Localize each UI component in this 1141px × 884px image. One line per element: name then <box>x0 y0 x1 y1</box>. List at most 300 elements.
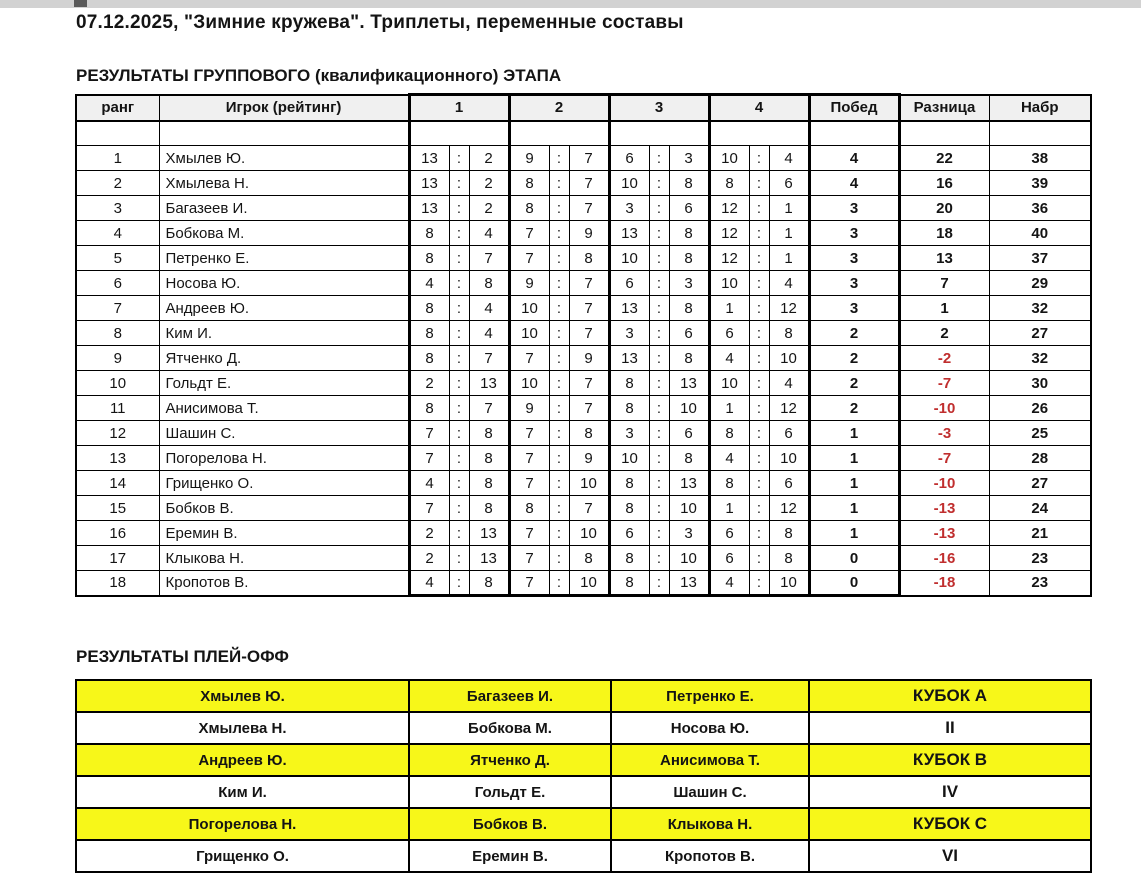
player-cell: Хмылева Н. <box>159 171 409 196</box>
diff-cell: -10 <box>899 471 989 496</box>
score-right-cell: 13 <box>469 521 509 546</box>
score-separator: : <box>549 346 569 371</box>
score-separator: : <box>649 346 669 371</box>
score-separator: : <box>749 221 769 246</box>
score-right-cell: 8 <box>769 521 809 546</box>
score-right-cell: 7 <box>469 346 509 371</box>
score-right-cell: 13 <box>469 371 509 396</box>
rank-cell: 14 <box>76 471 159 496</box>
score-right-cell: 2 <box>469 196 509 221</box>
score-right-cell: 12 <box>769 396 809 421</box>
scored-cell: 27 <box>989 321 1091 346</box>
score-left-cell: 7 <box>509 546 549 571</box>
scored-cell: 27 <box>989 471 1091 496</box>
col-header-rank: ранг <box>76 95 159 121</box>
rank-cell: 2 <box>76 171 159 196</box>
document-title: 07.12.2025, "Зимние кружева". Триплеты, переменные составы <box>76 12 684 33</box>
score-separator: : <box>649 196 669 221</box>
score-left-cell: 8 <box>609 571 649 596</box>
playoff-player-cell: Кропотов В. <box>611 840 809 872</box>
wins-cell: 4 <box>809 146 899 171</box>
playoff-heading: РЕЗУЛЬТАТЫ ПЛЕЙ-ОФФ <box>76 647 289 666</box>
scored-cell: 30 <box>989 371 1091 396</box>
score-separator: : <box>449 171 469 196</box>
score-right-cell: 2 <box>469 146 509 171</box>
playoff-row <box>76 712 1091 744</box>
score-right-cell: 10 <box>669 496 709 521</box>
score-separator: : <box>549 396 569 421</box>
scored-cell: 21 <box>989 521 1091 546</box>
score-left-cell: 8 <box>409 221 449 246</box>
score-right-cell: 12 <box>769 496 809 521</box>
playoff-player-cell: Еремин В. <box>409 840 611 872</box>
score-right-cell: 7 <box>569 171 609 196</box>
score-separator: : <box>649 296 669 321</box>
score-left-cell: 9 <box>509 396 549 421</box>
scored-cell: 24 <box>989 496 1091 521</box>
score-left-cell: 1 <box>709 396 749 421</box>
score-left-cell: 7 <box>509 221 549 246</box>
group-table-header-row <box>76 95 1091 121</box>
rank-cell: 4 <box>76 221 159 246</box>
player-cell: Грищенко О. <box>159 471 409 496</box>
playoff-player-cell: Андреев Ю. <box>76 744 409 776</box>
score-separator: : <box>749 396 769 421</box>
playoff-player-cell: Ятченко Д. <box>409 744 611 776</box>
score-right-cell: 6 <box>669 196 709 221</box>
rank-cell: 5 <box>76 246 159 271</box>
score-left-cell: 4 <box>709 571 749 596</box>
score-right-cell: 4 <box>769 271 809 296</box>
score-left-cell: 10 <box>509 371 549 396</box>
rank-cell: 12 <box>76 421 159 446</box>
score-left-cell: 2 <box>409 546 449 571</box>
score-left-cell: 6 <box>609 521 649 546</box>
score-left-cell: 8 <box>609 371 649 396</box>
wins-cell: 2 <box>809 346 899 371</box>
group-row <box>76 221 1091 246</box>
score-separator: : <box>449 396 469 421</box>
playoff-row <box>76 808 1091 840</box>
diff-cell: 2 <box>899 321 989 346</box>
score-separator: : <box>649 321 669 346</box>
group-table-spacer-row <box>76 121 1091 146</box>
score-left-cell: 7 <box>409 446 449 471</box>
score-right-cell: 8 <box>469 496 509 521</box>
score-separator: : <box>549 446 569 471</box>
score-left-cell: 8 <box>709 471 749 496</box>
player-cell: Носова Ю. <box>159 271 409 296</box>
score-separator: : <box>749 371 769 396</box>
score-left-cell: 8 <box>709 421 749 446</box>
player-cell: Багазеев И. <box>159 196 409 221</box>
player-cell: Бобков В. <box>159 496 409 521</box>
score-left-cell: 8 <box>509 171 549 196</box>
playoff-row <box>76 840 1091 872</box>
score-separator: : <box>649 446 669 471</box>
diff-cell: -3 <box>899 421 989 446</box>
score-left-cell: 4 <box>409 271 449 296</box>
diff-cell: -10 <box>899 396 989 421</box>
score-right-cell: 13 <box>669 571 709 596</box>
score-left-cell: 4 <box>409 571 449 596</box>
score-separator: : <box>649 471 669 496</box>
score-separator: : <box>449 371 469 396</box>
score-left-cell: 10 <box>509 296 549 321</box>
score-right-cell: 6 <box>769 471 809 496</box>
score-left-cell: 4 <box>409 471 449 496</box>
score-left-cell: 6 <box>609 146 649 171</box>
playoff-player-cell: Грищенко О. <box>76 840 409 872</box>
score-left-cell: 3 <box>609 421 649 446</box>
player-cell: Гольдт Е. <box>159 371 409 396</box>
rank-cell: 13 <box>76 446 159 471</box>
score-right-cell: 6 <box>669 321 709 346</box>
group-row <box>76 196 1091 221</box>
score-separator: : <box>749 171 769 196</box>
score-separator: : <box>549 571 569 596</box>
rank-cell: 17 <box>76 546 159 571</box>
score-right-cell: 8 <box>469 471 509 496</box>
wins-cell: 4 <box>809 171 899 196</box>
score-right-cell: 8 <box>769 546 809 571</box>
group-row <box>76 471 1091 496</box>
scored-cell: 37 <box>989 246 1091 271</box>
group-row <box>76 396 1091 421</box>
wins-cell: 2 <box>809 371 899 396</box>
score-right-cell: 8 <box>469 446 509 471</box>
rank-cell: 3 <box>76 196 159 221</box>
playoff-player-cell: Петренко Е. <box>611 680 809 712</box>
score-left-cell: 8 <box>609 471 649 496</box>
score-left-cell: 9 <box>509 271 549 296</box>
score-right-cell: 13 <box>469 546 509 571</box>
group-row <box>76 371 1091 396</box>
score-left-cell: 8 <box>609 496 649 521</box>
score-left-cell: 7 <box>509 521 549 546</box>
playoff-player-cell: Погорелова Н. <box>76 808 409 840</box>
wins-cell: 2 <box>809 321 899 346</box>
score-left-cell: 8 <box>609 396 649 421</box>
group-row <box>76 446 1091 471</box>
diff-cell: -7 <box>899 371 989 396</box>
player-cell: Кропотов В. <box>159 571 409 596</box>
wins-cell: 3 <box>809 221 899 246</box>
scored-cell: 29 <box>989 271 1091 296</box>
spacer-cell <box>509 121 609 146</box>
score-separator: : <box>649 571 669 596</box>
col-header-wins: Побед <box>809 95 899 121</box>
playoff-row <box>76 776 1091 808</box>
playoff-row <box>76 744 1091 776</box>
player-cell: Еремин В. <box>159 521 409 546</box>
score-left-cell: 10 <box>709 371 749 396</box>
col-header-game-3: 3 <box>609 95 709 121</box>
score-separator: : <box>749 446 769 471</box>
player-cell: Андреев Ю. <box>159 296 409 321</box>
wins-cell: 1 <box>809 496 899 521</box>
wins-cell: 2 <box>809 396 899 421</box>
score-right-cell: 6 <box>769 421 809 446</box>
score-separator: : <box>549 521 569 546</box>
score-right-cell: 4 <box>769 371 809 396</box>
group-row <box>76 271 1091 296</box>
wins-cell: 1 <box>809 471 899 496</box>
scored-cell: 28 <box>989 446 1091 471</box>
score-left-cell: 3 <box>609 196 649 221</box>
player-cell: Клыкова Н. <box>159 546 409 571</box>
player-cell: Бобкова М. <box>159 221 409 246</box>
player-cell: Шашин С. <box>159 421 409 446</box>
diff-cell: 1 <box>899 296 989 321</box>
playoff-player-cell: Анисимова Т. <box>611 744 809 776</box>
score-right-cell: 7 <box>569 396 609 421</box>
score-right-cell: 12 <box>769 296 809 321</box>
diff-cell: -16 <box>899 546 989 571</box>
score-separator: : <box>649 371 669 396</box>
score-right-cell: 3 <box>669 271 709 296</box>
scored-cell: 23 <box>989 546 1091 571</box>
rank-cell: 16 <box>76 521 159 546</box>
group-row <box>76 321 1091 346</box>
score-separator: : <box>549 171 569 196</box>
score-separator: : <box>449 521 469 546</box>
rank-cell: 6 <box>76 271 159 296</box>
score-separator: : <box>549 271 569 296</box>
rank-cell: 10 <box>76 371 159 396</box>
scored-cell: 26 <box>989 396 1091 421</box>
score-right-cell: 13 <box>669 371 709 396</box>
group-row <box>76 546 1091 571</box>
playoff-player-cell: Хмылева Н. <box>76 712 409 744</box>
score-left-cell: 8 <box>409 396 449 421</box>
score-right-cell: 4 <box>469 221 509 246</box>
diff-cell: -7 <box>899 446 989 471</box>
score-right-cell: 10 <box>669 396 709 421</box>
score-separator: : <box>649 396 669 421</box>
spacer-cell <box>76 121 159 146</box>
score-right-cell: 8 <box>669 296 709 321</box>
group-row <box>76 521 1091 546</box>
rank-cell: 7 <box>76 296 159 321</box>
score-right-cell: 8 <box>669 346 709 371</box>
score-left-cell: 4 <box>709 446 749 471</box>
score-right-cell: 8 <box>569 546 609 571</box>
score-right-cell: 7 <box>469 246 509 271</box>
score-separator: : <box>649 421 669 446</box>
col-header-game-4: 4 <box>709 95 809 121</box>
playoff-result-cell: IV <box>809 776 1091 808</box>
group-row <box>76 496 1091 521</box>
score-left-cell: 4 <box>709 346 749 371</box>
screenshot-edge-artifact <box>74 0 87 7</box>
score-left-cell: 7 <box>509 421 549 446</box>
score-right-cell: 3 <box>669 521 709 546</box>
playoff-result-cell: КУБОК А <box>809 680 1091 712</box>
diff-cell: 20 <box>899 196 989 221</box>
scored-cell: 38 <box>989 146 1091 171</box>
score-left-cell: 7 <box>509 471 549 496</box>
score-separator: : <box>549 546 569 571</box>
score-right-cell: 10 <box>569 521 609 546</box>
playoff-player-cell: Носова Ю. <box>611 712 809 744</box>
player-cell: Петренко Е. <box>159 246 409 271</box>
score-right-cell: 7 <box>569 296 609 321</box>
score-separator: : <box>549 196 569 221</box>
wins-cell: 0 <box>809 546 899 571</box>
score-right-cell: 7 <box>569 321 609 346</box>
spacer-cell <box>709 121 809 146</box>
score-separator: : <box>649 546 669 571</box>
score-left-cell: 10 <box>609 446 649 471</box>
score-separator: : <box>549 221 569 246</box>
score-separator: : <box>549 321 569 346</box>
score-separator: : <box>449 546 469 571</box>
score-left-cell: 13 <box>409 146 449 171</box>
score-right-cell: 7 <box>569 496 609 521</box>
score-separator: : <box>749 471 769 496</box>
diff-cell: -18 <box>899 571 989 596</box>
score-left-cell: 8 <box>409 346 449 371</box>
wins-cell: 1 <box>809 521 899 546</box>
scored-cell: 25 <box>989 421 1091 446</box>
score-right-cell: 7 <box>569 146 609 171</box>
score-right-cell: 7 <box>569 371 609 396</box>
score-left-cell: 8 <box>509 496 549 521</box>
screenshot-top-edge <box>0 0 1141 8</box>
score-left-cell: 10 <box>609 171 649 196</box>
group-row <box>76 246 1091 271</box>
col-header-game-1: 1 <box>409 95 509 121</box>
wins-cell: 1 <box>809 421 899 446</box>
score-separator: : <box>649 246 669 271</box>
playoff-player-cell: Багазеев И. <box>409 680 611 712</box>
score-separator: : <box>549 246 569 271</box>
diff-cell: 7 <box>899 271 989 296</box>
playoff-player-cell: Шашин С. <box>611 776 809 808</box>
score-right-cell: 8 <box>469 421 509 446</box>
spacer-cell <box>409 121 509 146</box>
score-left-cell: 8 <box>709 171 749 196</box>
score-right-cell: 8 <box>469 571 509 596</box>
spacer-cell <box>609 121 709 146</box>
playoff-player-cell: Хмылев Ю. <box>76 680 409 712</box>
diff-cell: 22 <box>899 146 989 171</box>
group-row <box>76 571 1091 596</box>
score-right-cell: 9 <box>569 221 609 246</box>
score-right-cell: 8 <box>469 271 509 296</box>
playoff-player-cell: Гольдт Е. <box>409 776 611 808</box>
scored-cell: 23 <box>989 571 1091 596</box>
player-cell: Ким И. <box>159 321 409 346</box>
rank-cell: 18 <box>76 571 159 596</box>
playoff-result-cell: КУБОК В <box>809 744 1091 776</box>
score-separator: : <box>749 146 769 171</box>
score-separator: : <box>649 271 669 296</box>
score-left-cell: 8 <box>409 246 449 271</box>
score-separator: : <box>449 271 469 296</box>
score-left-cell: 10 <box>509 321 549 346</box>
score-left-cell: 7 <box>509 246 549 271</box>
score-separator: : <box>449 321 469 346</box>
playoff-player-cell: Бобкова М. <box>409 712 611 744</box>
score-right-cell: 10 <box>769 346 809 371</box>
score-separator: : <box>449 146 469 171</box>
score-separator: : <box>749 196 769 221</box>
spacer-cell <box>989 121 1091 146</box>
col-header-scored: Набр <box>989 95 1091 121</box>
player-cell: Ятченко Д. <box>159 346 409 371</box>
wins-cell: 3 <box>809 271 899 296</box>
score-right-cell: 9 <box>569 346 609 371</box>
score-right-cell: 8 <box>669 171 709 196</box>
score-separator: : <box>749 296 769 321</box>
score-separator: : <box>649 146 669 171</box>
score-right-cell: 1 <box>769 196 809 221</box>
score-separator: : <box>749 321 769 346</box>
score-left-cell: 8 <box>409 321 449 346</box>
score-left-cell: 8 <box>609 546 649 571</box>
score-left-cell: 7 <box>509 446 549 471</box>
col-header-diff: Разница <box>899 95 989 121</box>
playoff-row <box>76 680 1091 712</box>
playoff-result-cell: КУБОК С <box>809 808 1091 840</box>
score-separator: : <box>749 521 769 546</box>
score-separator: : <box>749 546 769 571</box>
score-right-cell: 8 <box>669 446 709 471</box>
rank-cell: 11 <box>76 396 159 421</box>
score-right-cell: 6 <box>769 171 809 196</box>
score-left-cell: 7 <box>509 346 549 371</box>
score-right-cell: 3 <box>669 146 709 171</box>
score-separator: : <box>749 246 769 271</box>
col-header-game-2: 2 <box>509 95 609 121</box>
score-left-cell: 10 <box>609 246 649 271</box>
playoff-player-cell: Бобков В. <box>409 808 611 840</box>
score-left-cell: 8 <box>509 196 549 221</box>
scored-cell: 32 <box>989 346 1091 371</box>
score-left-cell: 9 <box>509 146 549 171</box>
scored-cell: 36 <box>989 196 1091 221</box>
score-left-cell: 10 <box>709 271 749 296</box>
score-left-cell: 13 <box>609 221 649 246</box>
score-right-cell: 4 <box>469 321 509 346</box>
group-stage-heading: РЕЗУЛЬТАТЫ ГРУППОВОГО (квалификационного) ЭТАПА <box>76 66 562 85</box>
player-cell: Анисимова Т. <box>159 396 409 421</box>
score-left-cell: 3 <box>609 321 649 346</box>
score-separator: : <box>449 446 469 471</box>
score-right-cell: 4 <box>769 146 809 171</box>
score-left-cell: 7 <box>509 571 549 596</box>
wins-cell: 1 <box>809 446 899 471</box>
score-separator: : <box>549 296 569 321</box>
score-left-cell: 12 <box>709 246 749 271</box>
score-left-cell: 1 <box>709 496 749 521</box>
score-left-cell: 2 <box>409 521 449 546</box>
score-left-cell: 7 <box>409 496 449 521</box>
score-separator: : <box>449 496 469 521</box>
score-left-cell: 6 <box>709 321 749 346</box>
score-separator: : <box>549 146 569 171</box>
wins-cell: 3 <box>809 246 899 271</box>
spacer-cell <box>159 121 409 146</box>
score-separator: : <box>649 496 669 521</box>
score-separator: : <box>449 246 469 271</box>
score-separator: : <box>649 221 669 246</box>
rank-cell: 1 <box>76 146 159 171</box>
score-separator: : <box>649 521 669 546</box>
score-separator: : <box>749 346 769 371</box>
